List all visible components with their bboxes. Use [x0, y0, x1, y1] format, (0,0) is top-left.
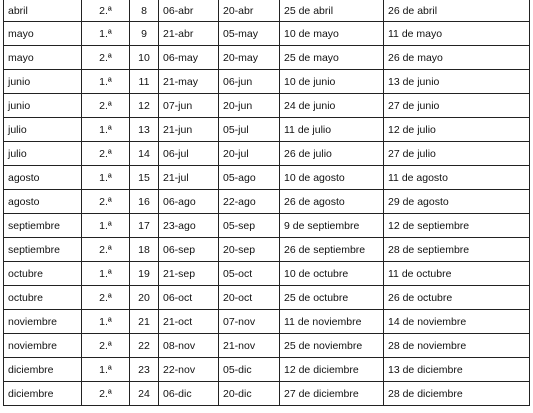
cell-deadline: 24 de junio [280, 94, 384, 118]
table-row [4, 118, 530, 142]
cell-start-date: 21-abr [159, 22, 219, 46]
cell-half: 1.ª [82, 166, 130, 190]
cell-half: 1.ª [82, 22, 130, 46]
cell-half: 2.ª [82, 94, 130, 118]
cell-end-date: 22-ago [219, 190, 280, 214]
cell-half: 1.ª [82, 118, 130, 142]
cell-deadline: 11 de noviembre [280, 310, 384, 334]
table-row [4, 238, 530, 262]
cell-half: 2.ª [82, 190, 130, 214]
cell-payment-date: 12 de septiembre [384, 214, 530, 238]
table-row [4, 286, 530, 310]
cell-half: 1.ª [82, 262, 130, 286]
table-row [4, 22, 530, 46]
cell-num: 12 [130, 94, 159, 118]
cell-payment-date: 13 de junio [384, 70, 530, 94]
cell-payment-date: 27 de junio [384, 94, 530, 118]
cell-month: abril [4, 0, 82, 22]
cell-start-date: 07-jun [159, 94, 219, 118]
cell-payment-date: 27 de julio [384, 142, 530, 166]
cell-end-date: 05-sep [219, 214, 280, 238]
cell-num: 11 [130, 70, 159, 94]
cell-end-date: 20-sep [219, 238, 280, 262]
cell-end-date: 05-jul [219, 118, 280, 142]
cell-month: junio [4, 94, 82, 118]
cell-end-date: 21-nov [219, 334, 280, 358]
cell-month: agosto [4, 190, 82, 214]
cell-end-date: 05-oct [219, 262, 280, 286]
cell-start-date: 06-dic [159, 382, 219, 406]
cell-deadline: 9 de septiembre [280, 214, 384, 238]
cell-start-date: 21-may [159, 70, 219, 94]
cell-payment-date: 28 de septiembre [384, 238, 530, 262]
cell-num: 9 [130, 22, 159, 46]
cell-start-date: 21-jun [159, 118, 219, 142]
cell-num: 20 [130, 286, 159, 310]
cell-deadline: 10 de mayo [280, 22, 384, 46]
cell-num: 22 [130, 334, 159, 358]
cell-num: 10 [130, 46, 159, 70]
cell-num: 17 [130, 214, 159, 238]
cell-month: junio [4, 70, 82, 94]
cell-deadline: 10 de junio [280, 70, 384, 94]
cell-half: 1.ª [82, 214, 130, 238]
table-row [4, 142, 530, 166]
cell-num: 23 [130, 358, 159, 382]
cell-month: julio [4, 118, 82, 142]
cell-deadline: 26 de septiembre [280, 238, 384, 262]
table-row [4, 310, 530, 334]
cell-end-date: 20-jun [219, 94, 280, 118]
cell-month: septiembre [4, 214, 82, 238]
cell-payment-date: 14 de noviembre [384, 310, 530, 334]
cell-deadline: 25 de octubre [280, 286, 384, 310]
cell-payment-date: 29 de agosto [384, 190, 530, 214]
cell-month: octubre [4, 262, 82, 286]
cell-end-date: 06-jun [219, 70, 280, 94]
cell-num: 21 [130, 310, 159, 334]
cell-deadline: 11 de julio [280, 118, 384, 142]
table-row [4, 190, 530, 214]
cell-end-date: 20-abr [219, 0, 280, 22]
table-row [4, 262, 530, 286]
cell-payment-date: 28 de diciembre [384, 382, 530, 406]
table-row [4, 46, 530, 70]
table-row [4, 70, 530, 94]
table-row [4, 358, 530, 382]
cell-half: 2.ª [82, 286, 130, 310]
cell-num: 16 [130, 190, 159, 214]
cell-payment-date: 12 de julio [384, 118, 530, 142]
table-row [4, 214, 530, 238]
cell-end-date: 20-oct [219, 286, 280, 310]
cell-start-date: 06-ago [159, 190, 219, 214]
cell-end-date: 05-ago [219, 166, 280, 190]
schedule-table [3, 0, 530, 406]
cell-month: septiembre [4, 238, 82, 262]
cell-month: diciembre [4, 382, 82, 406]
cell-end-date: 05-dic [219, 358, 280, 382]
cell-start-date: 06-may [159, 46, 219, 70]
cell-month: noviembre [4, 334, 82, 358]
cell-payment-date: 28 de noviembre [384, 334, 530, 358]
cell-start-date: 06-abr [159, 0, 219, 22]
cell-deadline: 12 de diciembre [280, 358, 384, 382]
cell-start-date: 06-oct [159, 286, 219, 310]
cell-half: 1.ª [82, 310, 130, 334]
cell-half: 2.ª [82, 238, 130, 262]
cell-num: 19 [130, 262, 159, 286]
cell-month: mayo [4, 22, 82, 46]
cell-half: 2.ª [82, 0, 130, 22]
cell-num: 14 [130, 142, 159, 166]
cell-payment-date: 26 de abril [384, 0, 530, 22]
cell-half: 1.ª [82, 70, 130, 94]
schedule-table-body [4, 0, 530, 406]
cell-start-date: 21-oct [159, 310, 219, 334]
table-row [4, 382, 530, 406]
cell-deadline: 25 de mayo [280, 46, 384, 70]
cell-half: 1.ª [82, 358, 130, 382]
cell-deadline: 26 de julio [280, 142, 384, 166]
cell-start-date: 23-ago [159, 214, 219, 238]
cell-payment-date: 26 de octubre [384, 286, 530, 310]
cell-num: 18 [130, 238, 159, 262]
cell-deadline: 10 de octubre [280, 262, 384, 286]
cell-half: 2.ª [82, 142, 130, 166]
cell-num: 15 [130, 166, 159, 190]
cell-end-date: 20-dic [219, 382, 280, 406]
cell-start-date: 21-jul [159, 166, 219, 190]
table-row [4, 94, 530, 118]
cell-num: 8 [130, 0, 159, 22]
table-row [4, 334, 530, 358]
cell-deadline: 25 de abril [280, 0, 384, 22]
cell-payment-date: 13 de diciembre [384, 358, 530, 382]
cell-half: 2.ª [82, 46, 130, 70]
cell-half: 2.ª [82, 382, 130, 406]
cell-num: 13 [130, 118, 159, 142]
cell-start-date: 06-sep [159, 238, 219, 262]
cell-half: 2.ª [82, 334, 130, 358]
cell-month: diciembre [4, 358, 82, 382]
cell-end-date: 20-jul [219, 142, 280, 166]
cell-payment-date: 26 de mayo [384, 46, 530, 70]
cell-deadline: 25 de noviembre [280, 334, 384, 358]
cell-payment-date: 11 de octubre [384, 262, 530, 286]
cell-month: mayo [4, 46, 82, 70]
cell-end-date: 20-may [219, 46, 280, 70]
cell-payment-date: 11 de agosto [384, 166, 530, 190]
cell-end-date: 07-nov [219, 310, 280, 334]
cell-deadline: 26 de agosto [280, 190, 384, 214]
cell-month: octubre [4, 286, 82, 310]
cell-deadline: 27 de diciembre [280, 382, 384, 406]
cell-month: julio [4, 142, 82, 166]
cell-start-date: 08-nov [159, 334, 219, 358]
cell-start-date: 06-jul [159, 142, 219, 166]
cell-deadline: 10 de agosto [280, 166, 384, 190]
table-row [4, 0, 530, 22]
cell-month: agosto [4, 166, 82, 190]
cell-start-date: 22-nov [159, 358, 219, 382]
cell-month: noviembre [4, 310, 82, 334]
cell-end-date: 05-may [219, 22, 280, 46]
table-row [4, 166, 530, 190]
cell-num: 24 [130, 382, 159, 406]
cell-start-date: 21-sep [159, 262, 219, 286]
cell-payment-date: 11 de mayo [384, 22, 530, 46]
